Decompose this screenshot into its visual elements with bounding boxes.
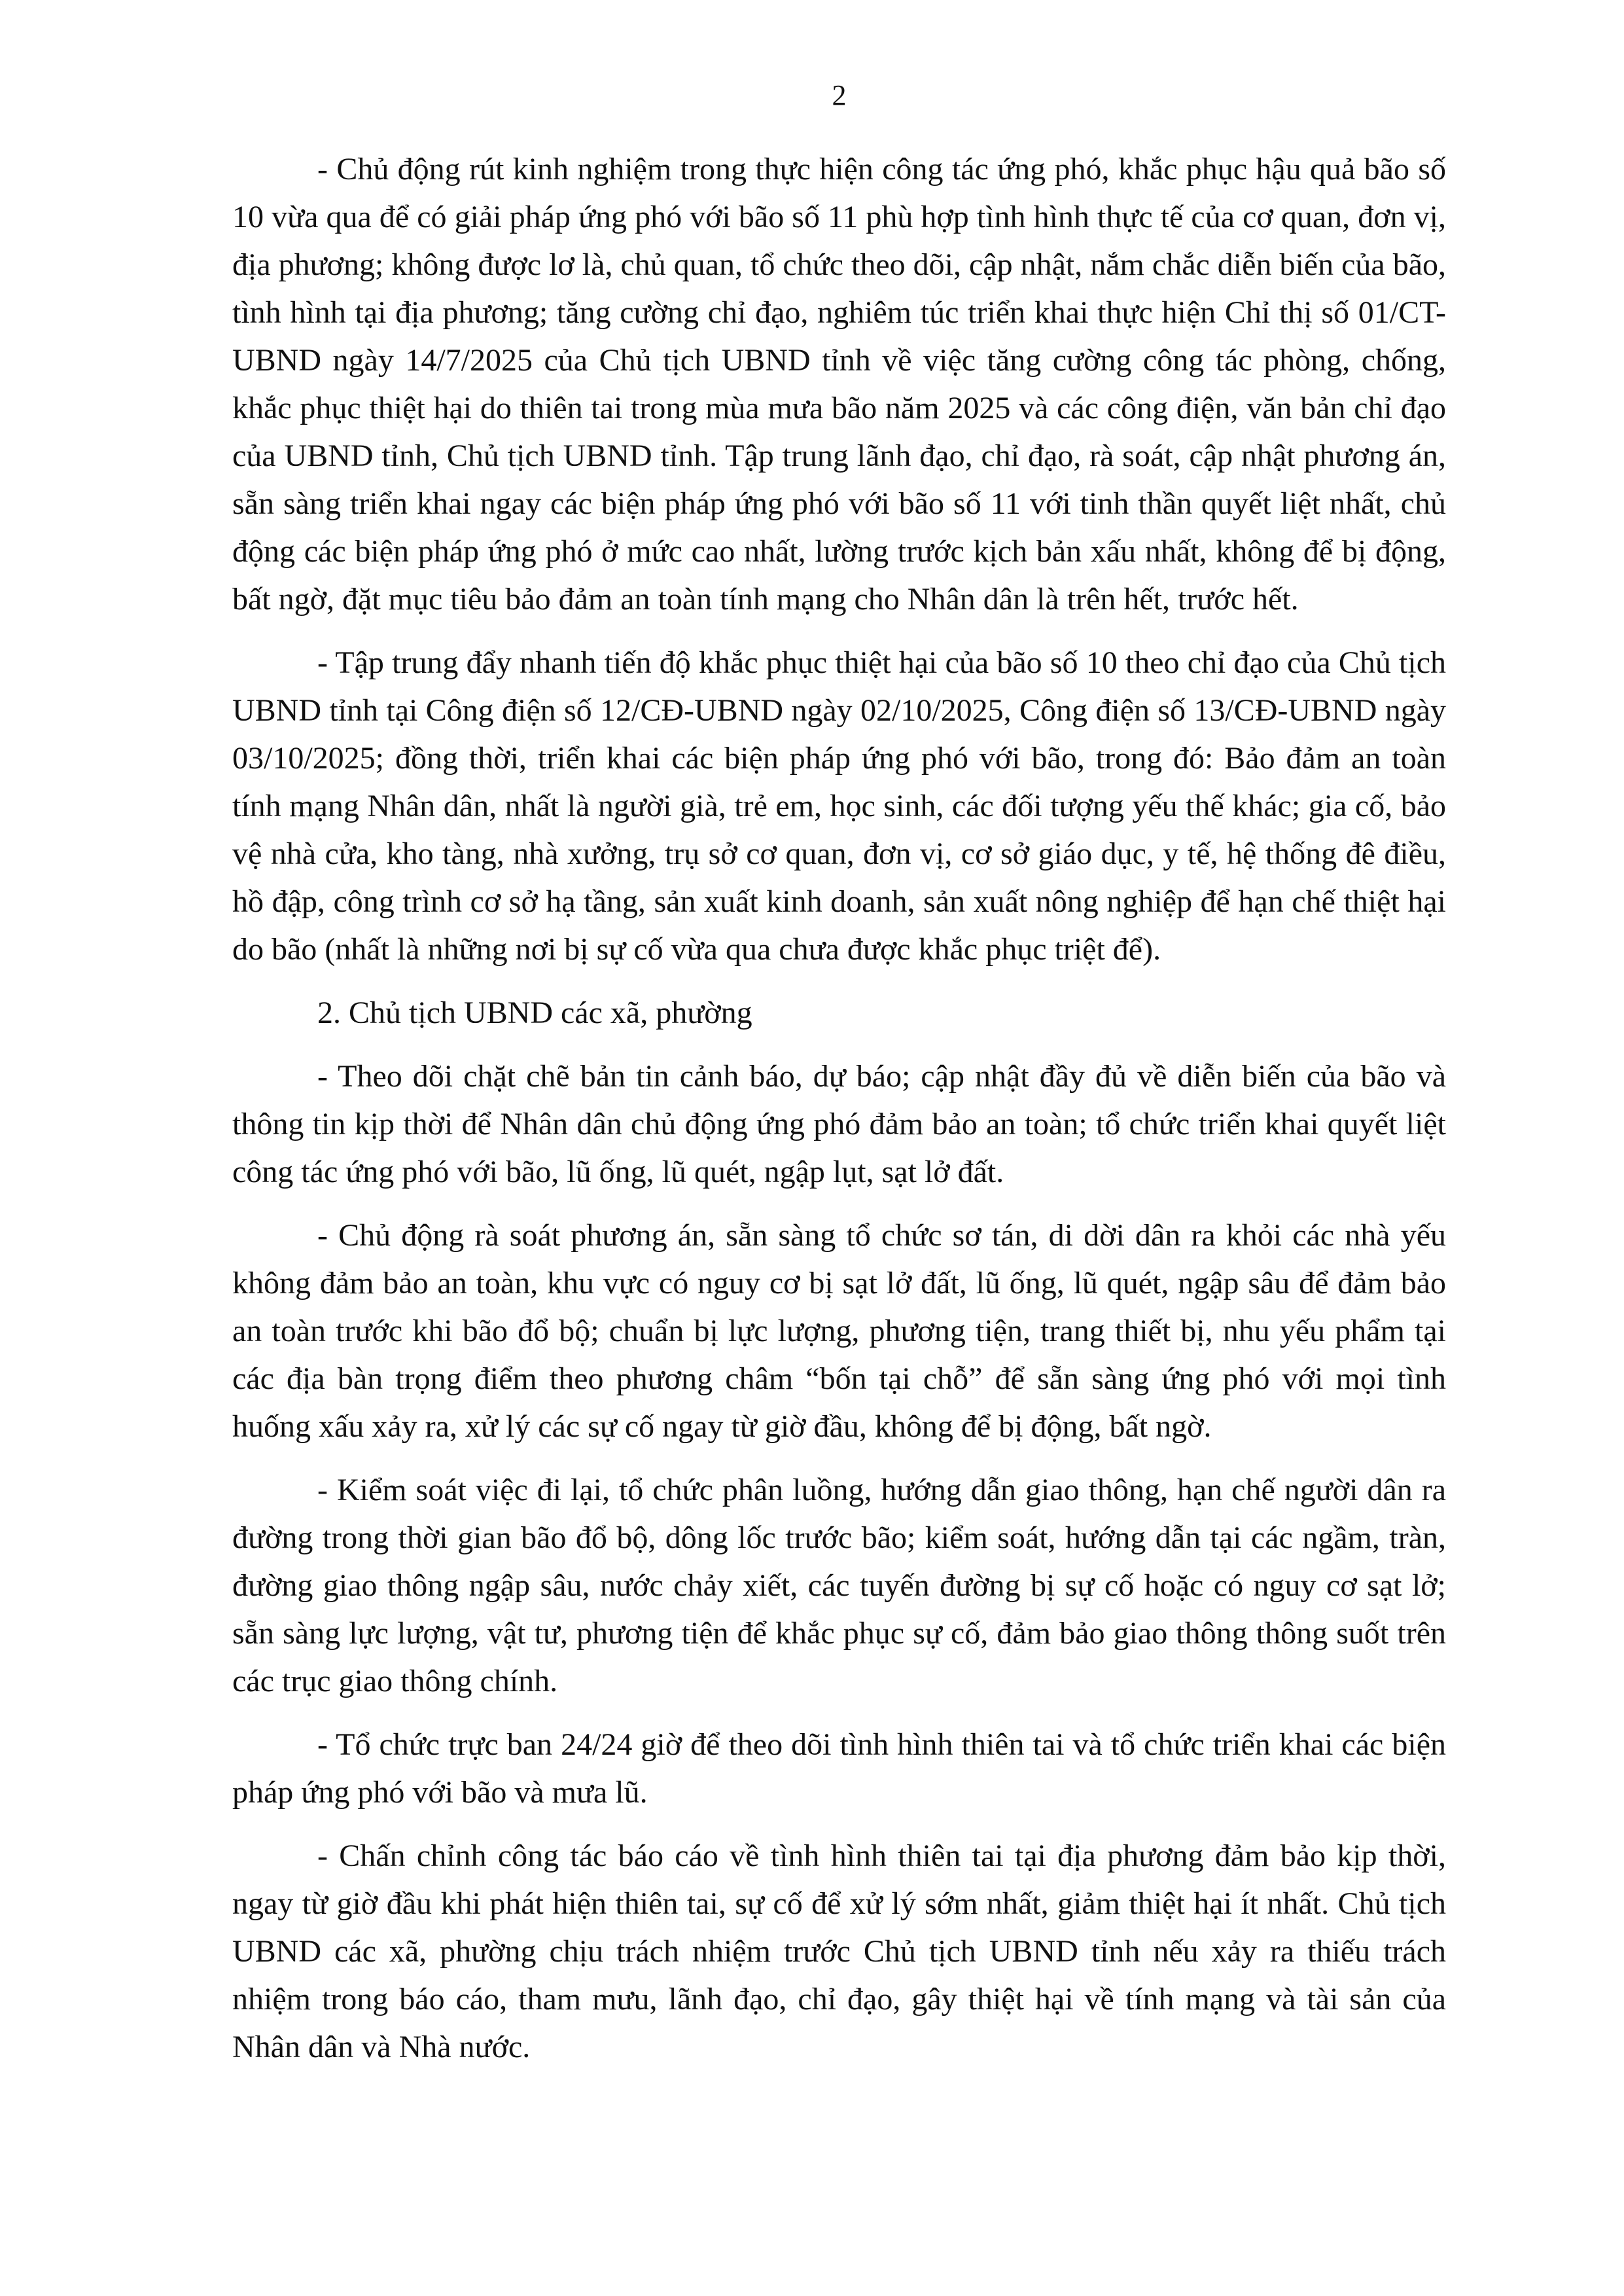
paragraph-evacuation-plans: - Chủ động rà soát phương án, sẵn sàng tổ chức sơ tán, di dời dân ra khỏi các nhà yếu không đảm bảo an toàn, khu vực có nguy cơ bị sạt lở đất, lũ ống, lũ quét, ngập sâu để đảm bảo an toàn trước khi bão đổ bộ; chuẩn bị lực lượng, phương tiện, trang thiết bị, nhu yếu phẩm tại các địa bàn trọng điểm theo phương châm “bốn tại chỗ” để sẵn sàng ứng phó với mọi tình huống xấu xảy ra, xử lý các sự cố ngay từ giờ đầu, không để bị động, bất ngờ. [232, 1218, 1446, 1444]
document-body [232, 145, 1446, 2087]
document-page [232, 0, 1446, 2296]
paragraph-monitor-forecasts: - Theo dõi chặt chẽ bản tin cảnh báo, dự báo; cập nhật đầy đủ về diễn biến của bão và thông tin kịp thời để Nhân dân chủ động ứng phó đảm bảo an toàn; tổ chức triển khai quyết liệt công tác ứng phó với bão, lũ ống, lũ quét, ngập lụt, sạt lở đất. [232, 1059, 1446, 1189]
paragraph-duty-24-7: - Tổ chức trực ban 24/24 giờ để theo dõi tình hình thiên tai và tổ chức triển khai các biện pháp ứng phó với bão và mưa lũ. [232, 1727, 1446, 1810]
paragraph-speed-up-recovery: - Tập trung đẩy nhanh tiến độ khắc phục thiệt hại của bão số 10 theo chỉ đạo của Chủ tịch UBND tỉnh tại Công điện số 12/CĐ-UBND ngày 02/10/2025, Công điện số 13/CĐ-UBND ngày 03/10/2025; đồng thời, triển khai các biện pháp ứng phó với bão, trong đó: Bảo đảm an toàn tính mạng Nhân dân, nhất là người già, trẻ em, học sinh, các đối tượng yếu thế khác; gia cố, bảo vệ nhà cửa, kho tàng, nhà xưởng, trụ sở cơ quan, đơn vị, cơ sở giáo dục, y tế, hệ thống đê điều, hồ đập, công trình cơ sở hạ tầng, sản xuất kinh doanh, sản xuất nông nghiệp để hạn chế thiệt hại do bão (nhất là những nơi bị sự cố vừa qua chưa được khắc phục triệt để). [232, 645, 1446, 967]
paragraph-reporting: - Chấn chỉnh công tác báo cáo về tình hình thiên tai tại địa phương đảm bảo kịp thời, ngay từ giờ đầu khi phát hiện thiên tai, sự cố để xử lý sớm nhất, giảm thiệt hại ít nhất. Chủ tịch UBND các xã, phường chịu trách nhiệm trước Chủ tịch UBND tỉnh nếu xảy ra thiếu trách nhiệm trong báo cáo, tham mưu, lãnh đạo, chỉ đạo, gây thiệt hại về tính mạng và tài sản của Nhân dân và Nhà nước. [232, 1839, 1446, 2064]
paragraph-proactive-lessons: - Chủ động rút kinh nghiệm trong thực hiện công tác ứng phó, khắc phục hậu quả bão số 10 vừa qua để có giải pháp ứng phó với bão số 11 phù hợp tình hình thực tế của cơ quan, đơn vị, địa phương; không được lơ là, chủ quan, tổ chức theo dõi, cập nhật, nắm chắc diễn biến của bão, tình hình tại địa phương; tăng cường chỉ đạo, nghiêm túc triển khai thực hiện Chỉ thị số 01/CT-UBND ngày 14/7/2025 của Chủ tịch UBND tỉnh về việc tăng cường công tác phòng, chống, khắc phục thiệt hại do thiên tai trong mùa mưa bão năm 2025 và các công điện, văn bản chỉ đạo của UBND tỉnh, Chủ tịch UBND tỉnh. Tập trung lãnh đạo, chỉ đạo, rà soát, cập nhật phương án, sẵn sàng triển khai ngay các biện pháp ứng phó với bão số 11 với tinh thần quyết liệt nhất, chủ động các biện pháp ứng phó ở mức cao nhất, lường trước kịch bản xấu nhất, không để bị động, bất ngờ, đặt mục tiêu bảo đảm an toàn tính mạng cho Nhân dân là trên hết, trước hết. [232, 152, 1446, 617]
page-number: 2 [832, 79, 847, 111]
paragraph-traffic-control: - Kiểm soát việc đi lại, tổ chức phân luồng, hướng dẫn giao thông, hạn chế người dân ra đường trong thời gian bão đổ bộ, dông lốc trước bão; kiểm soát, hướng dẫn tại các ngầm, tràn, đường giao thông ngập sâu, nước chảy xiết, các tuyến đường bị sự cố hoặc có nguy cơ sạt lở; sẵn sàng lực lượng, vật tư, phương tiện để khắc phục sự cố, đảm bảo giao thông thông suốt trên các trục giao thông chính. [232, 1473, 1446, 1698]
section-heading-commune-chairmen: 2. Chủ tịch UBND các xã, phường [317, 996, 752, 1030]
